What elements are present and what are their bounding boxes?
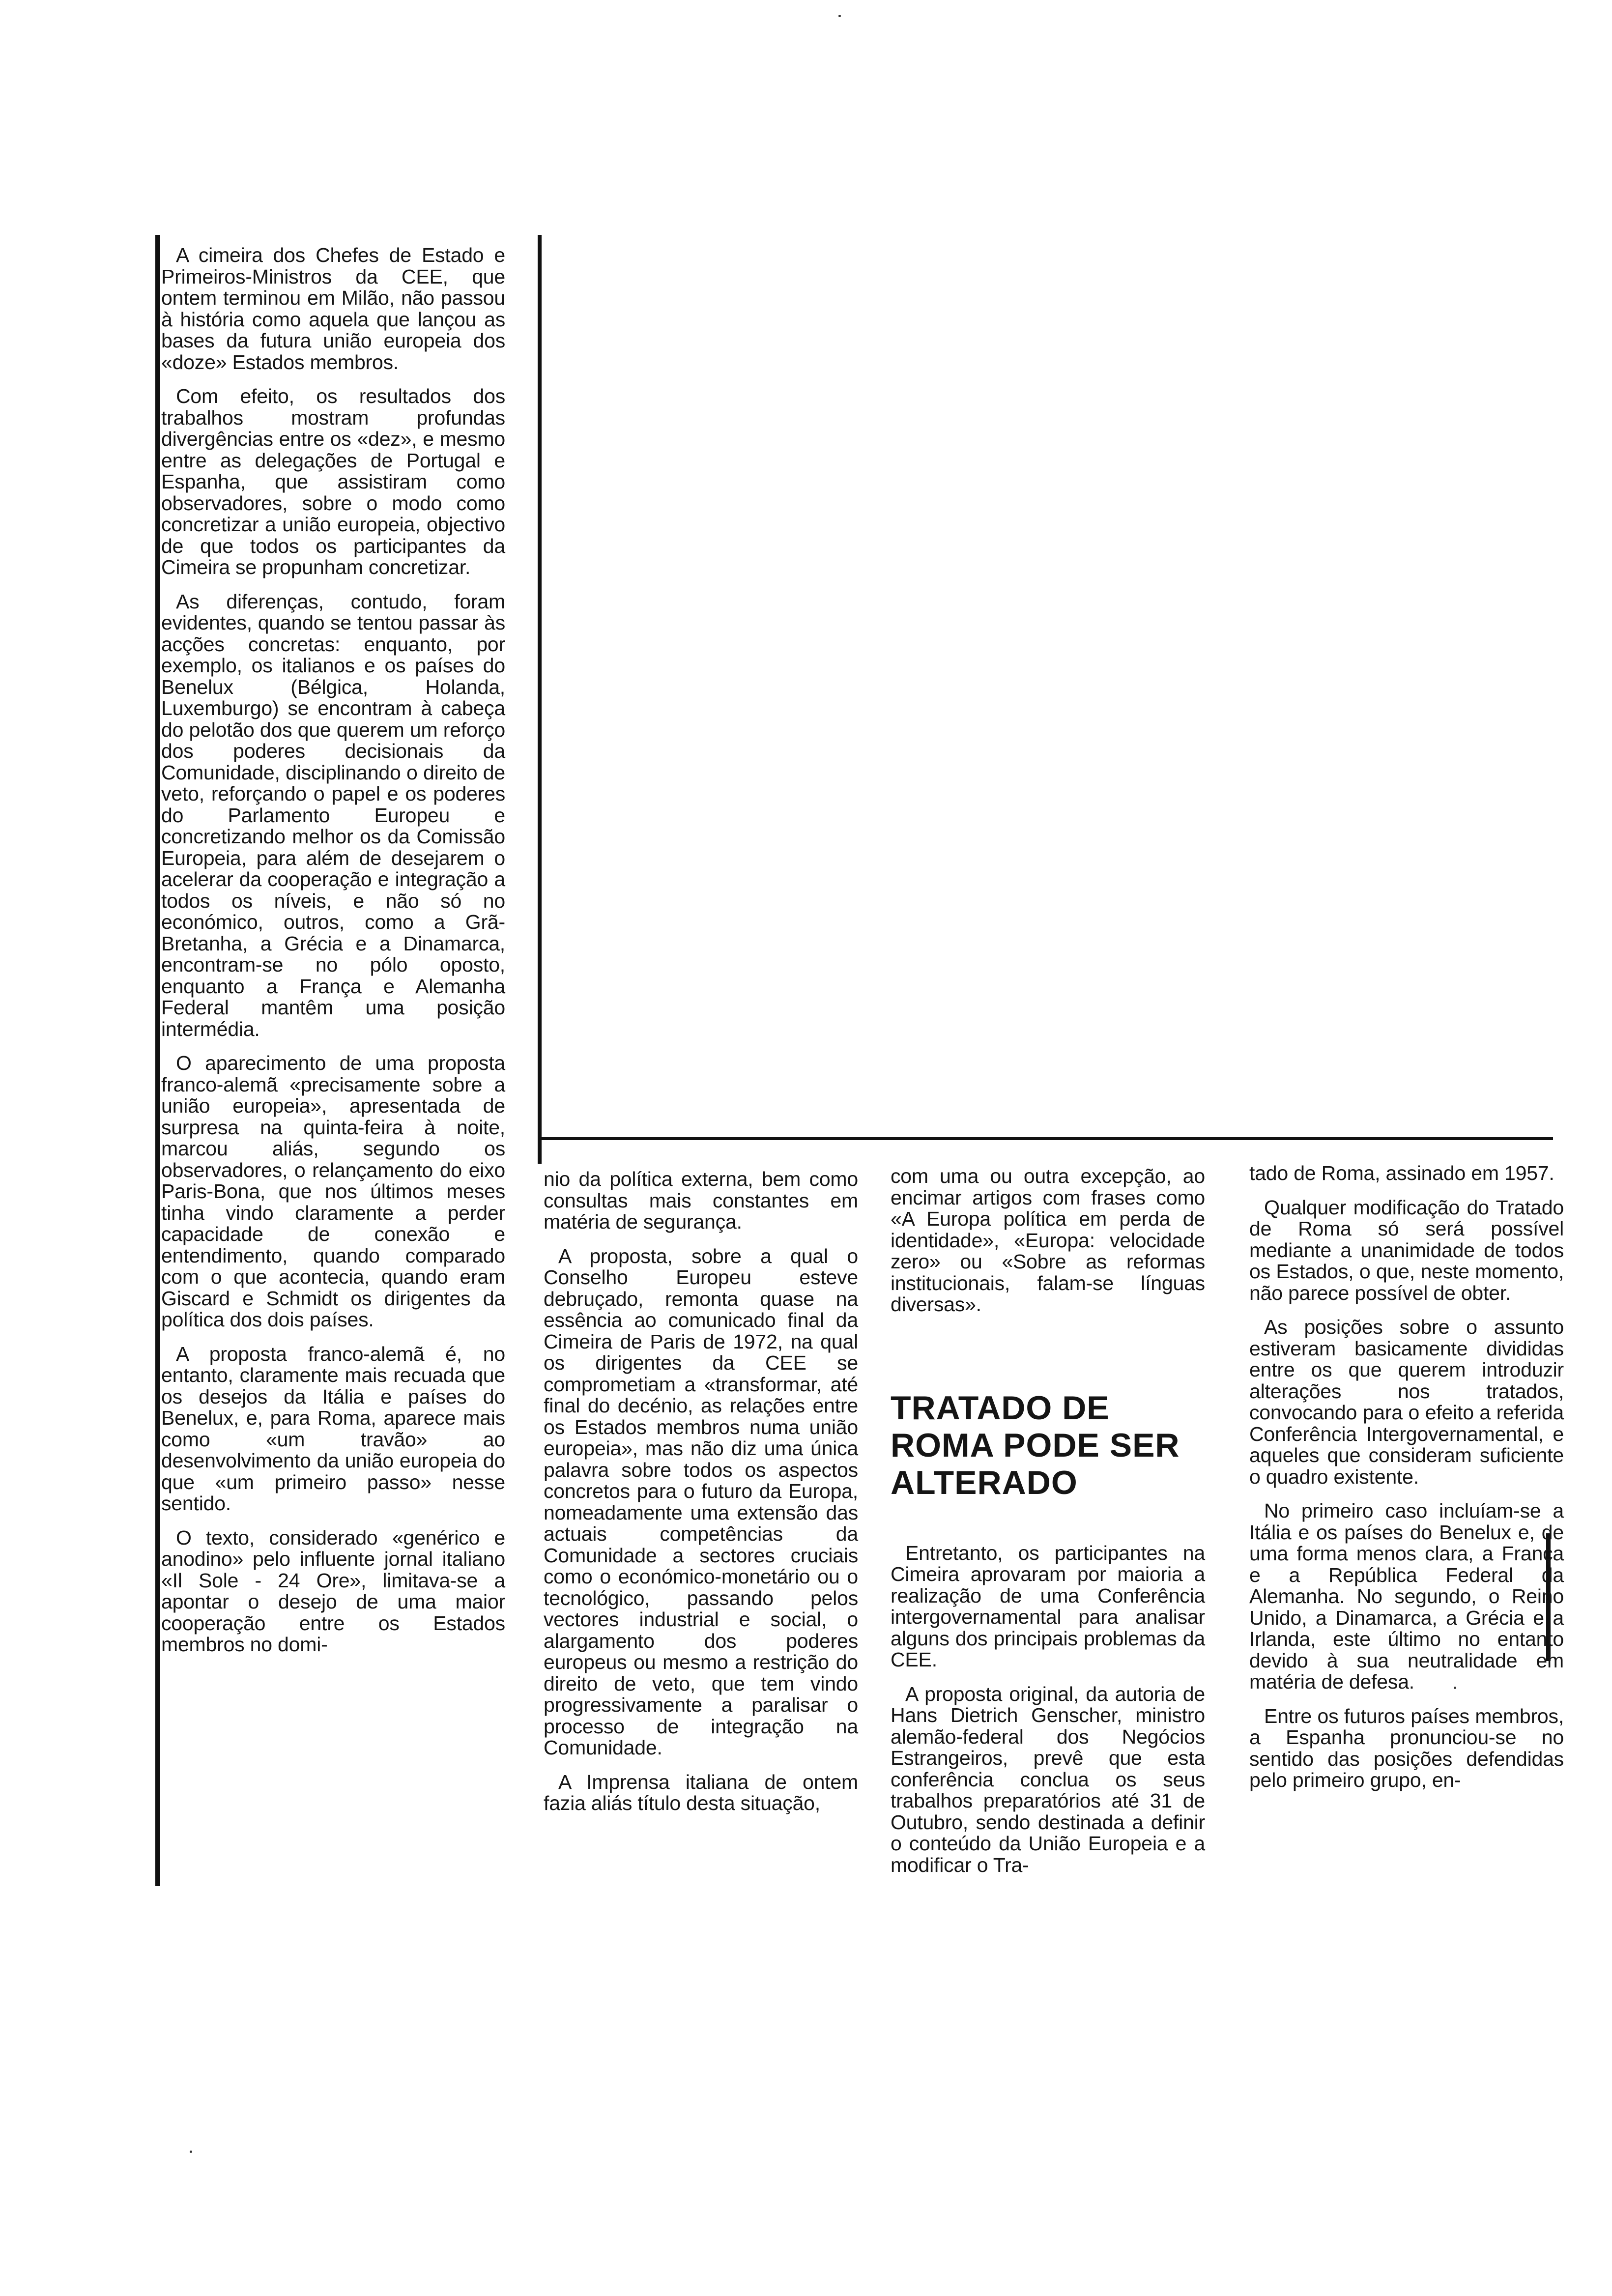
middle-vertical-rule: [538, 235, 542, 1164]
paragraph: A proposta, sobre a qual o Conselho Europeu esteve debruçado, remonta quase na essência ao comunicado final da Cimeira de Paris de 1972, na qual os dirigentes da CEE se comprometiam a «transformar, até final do decénio, as relações entre os Estados membros numa união europeia», mas não diz uma única palavra sobre todos os aspectos concretos para o futuro da Europa, nomeadamente uma extensão das actuais competências da Comunidade a sectores cruciais como o económico-monetário ou o tecnológico, passando pelos vectores industrial e social, o alargamento dos poderes europeus ou mesmo a restrição do direito de veto, que tem vindo progressivamente a paralisar o processo de integração na Comunidade.: [544, 1244, 858, 1759]
paragraph: No primeiro caso incluíam-se a Itália e os países do Benelux e, de uma forma menos clara, a França e a República Federal da Alemanha. No segundo, o Reino Unido, a Dinamarca, a Grécia e a Irlanda, este último no entanto devido à sua neutralidade em matéria de defesa.: [1249, 1499, 1564, 1693]
article-column-3: [891, 1166, 1205, 1876]
paragraph: A proposta original, da autoria de Hans Dietrich Genscher, ministro alemão-federal dos Negócios Estrangeiros, prevê que esta conferência conclua os seus trabalhos preparatórios até 31 de Outubro, sendo destinada a definir o conteúdo da União Europeia e a modificar o Tra-: [891, 1682, 1205, 1876]
paragraph: Qualquer modificação do Tratado de Roma só será possível mediante a unanimidade de todos os Estados, o que, neste momento, não parece possível de obter.: [1249, 1196, 1564, 1304]
scan-speck: [190, 2151, 192, 2153]
article-column-1: [161, 245, 505, 1656]
left-column-rule: [155, 235, 160, 1886]
article-column-2: [544, 1169, 858, 1814]
scan-speck: [838, 15, 841, 17]
paragraph: As posições sobre o assunto estiveram basicamente divididas entre os que querem introduzir alterações nos tratados, convocando para o efeito a referida Conferência Intergovernamental, e aqueles que consideram suficiente o quadro existente.: [1249, 1316, 1564, 1488]
paragraph: tado de Roma, assinado em 1957.: [1249, 1162, 1554, 1184]
section-headline: TRATADO DE ROMA PODE SER ALTERADO: [891, 1389, 1180, 1501]
paragraph: Com efeito, os resultados dos trabalhos mostram profundas divergências entre os «dez», e mesmo entre as delegações de Portugal e Espanha, que assistiram como observadores, sobre o modo como concretizar a união europeia, objectivo de que todos os participantes da Cimeira se propunham concretizar.: [161, 385, 505, 578]
paragraph: As diferenças, contudo, foram evidentes, quando se tentou passar às acções concretas: enquanto, por exemplo, os italianos e os países do Benelux (Bélgica, Holanda, Luxemburgo) se encontram à cabeça do pelotão dos que querem um reforço dos poderes decisionais da Comunidade, disciplinando o direito de veto, reforçando o papel e os poderes do Parlamento Europeu e concretizando melhor os da Comissão Europeia, para além de desejarem o acelerar da cooperação e integração a todos os níveis, e não só no económico, outros, como a Grã-Bretanha, a Grécia e a Dinamarca, encontram-se no pólo oposto, enquanto a França e Alemanha Federal mantêm uma posição intermédia.: [161, 590, 505, 1040]
paragraph: O texto, considerado «genérico e anodino» pelo influente jornal italiano «Il Sole - 24 Ore», limitava-se a apontar o desejo de uma maior cooperação entre os Estados membros no domi-: [161, 1526, 505, 1656]
article-column-4: [1249, 1163, 1564, 1791]
paragraph: O aparecimento de uma proposta franco-alemã «precisamente sobre a união europeia», apresentada de surpresa na quinta-feira à noite, marcou aliás, segundo os observadores, o relançamento do eixo Paris-Bona, que nos últimos meses tinha vindo claramente a perder capacidade de conexão e entendimento, quando comparado com o que acontecia, quando eram Giscard e Schmidt os dirigentes da política dos dois países.: [161, 1052, 505, 1331]
paragraph: Entretanto, os participantes na Cimeira aprovaram por maioria a realização de uma Conferência intergovernamental para analisar alguns dos principais problemas da CEE.: [891, 1541, 1205, 1671]
paragraph: A cimeira dos Chefes de Estado e Primeiros-Ministros da CEE, que ontem terminou em Milão, não passou à história como aquela que lançou as bases da futura união europeia dos «doze» Estados membros.: [161, 244, 505, 373]
paragraph: A proposta franco-alemã é, no entanto, claramente mais recuada que os desejos da Itália e países do Benelux, e, para Roma, aparece mais como «um travão» ao desenvolvimento da união europeia do que «um primeiro passo» nesse sentido.: [161, 1342, 505, 1515]
paragraph: com uma ou outra excepção, ao encimar artigos com frases como «A Europa política em perda de identidade», «Europa: velocidade zero» ou «Sobre as reformas institucionais, falam-se línguas diversas».: [891, 1165, 1205, 1316]
paragraph: Entre os futuros países membros, a Espanha pronunciou-se no sentido das posições defendidas pelo primeiro grupo, en-: [1249, 1704, 1564, 1791]
paragraph: nio da política externa, bem como consultas mais constantes em matéria de segurança.: [544, 1168, 858, 1233]
horizontal-rule: [540, 1137, 1553, 1140]
paragraph: A Imprensa italiana de ontem fazia aliás título desta situação,: [544, 1770, 858, 1814]
